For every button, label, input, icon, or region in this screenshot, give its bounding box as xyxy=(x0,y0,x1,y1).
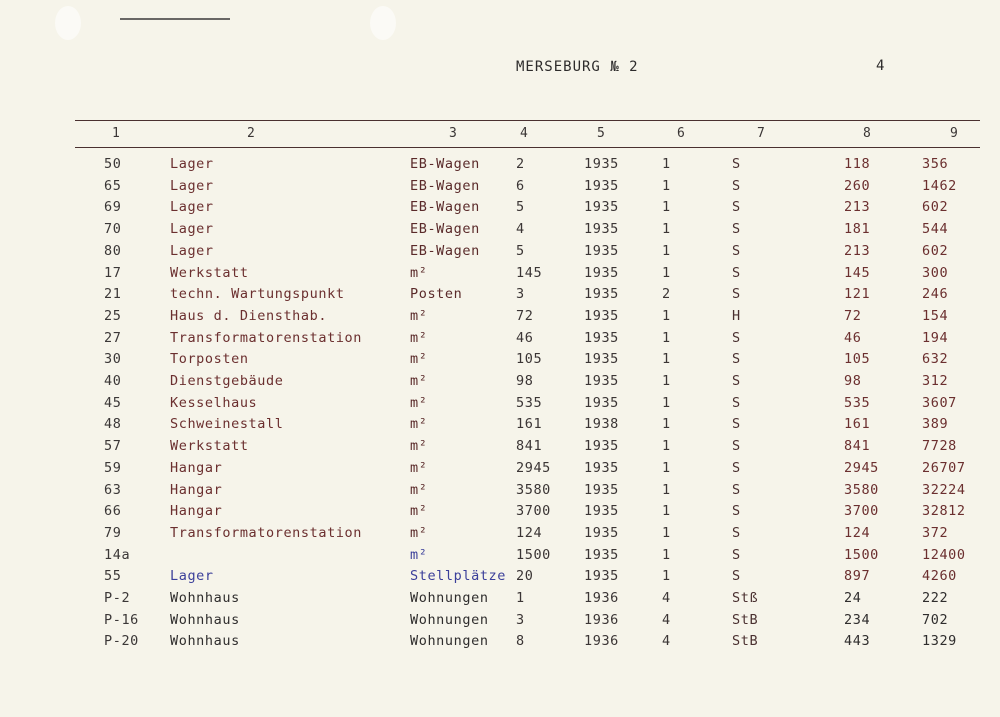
column-6-cell: 1 xyxy=(662,524,671,541)
quantity-cell: 3580 xyxy=(516,481,551,498)
year-cell: 1935 xyxy=(584,221,619,238)
year-cell: 1935 xyxy=(584,177,619,194)
column-7-cell: S xyxy=(732,286,741,303)
column-6-cell: 1 xyxy=(662,546,671,563)
row-number-cell: 65 xyxy=(104,177,122,194)
row-number-cell: 14a xyxy=(104,546,131,563)
row-number-cell: 17 xyxy=(104,264,122,281)
column-8-cell: 443 xyxy=(844,633,871,650)
column-7-cell: S xyxy=(732,199,741,216)
row-number-cell: 80 xyxy=(104,242,122,259)
unit-cell: m² xyxy=(410,438,428,455)
column-8-cell: 72 xyxy=(844,307,862,324)
quantity-cell: 3700 xyxy=(516,503,551,520)
column-8-cell: 118 xyxy=(844,156,871,172)
row-number-cell: 70 xyxy=(104,221,122,238)
building-name-cell: Transformatorenstation xyxy=(170,524,363,541)
row-number-cell: 57 xyxy=(104,438,122,455)
column-8-cell: 124 xyxy=(844,524,871,541)
quantity-cell: 535 xyxy=(516,394,543,411)
row-number-cell: 55 xyxy=(104,568,122,585)
row-number-cell: 40 xyxy=(104,373,122,389)
row-number-cell: 66 xyxy=(104,503,122,520)
unit-cell: m² xyxy=(410,481,428,498)
unit-cell: m² xyxy=(410,459,428,476)
unit-cell: m² xyxy=(410,524,428,541)
quantity-cell: 841 xyxy=(516,438,543,455)
unit-cell: m² xyxy=(410,373,428,389)
table-row xyxy=(0,482,1000,503)
column-9-cell: 32224 xyxy=(922,481,966,498)
table-row xyxy=(0,525,1000,546)
column-8-cell: 46 xyxy=(844,329,862,346)
column-9-cell: 389 xyxy=(922,416,949,433)
column-header: 5 xyxy=(597,126,605,141)
top-rule xyxy=(75,120,980,121)
unit-cell: EB-Wagen xyxy=(410,221,480,238)
table-row xyxy=(0,633,1000,654)
column-6-cell: 1 xyxy=(662,199,671,216)
table-row xyxy=(0,547,1000,568)
quantity-cell: 4 xyxy=(516,221,525,238)
row-number-cell: 25 xyxy=(104,307,122,324)
column-header: 7 xyxy=(757,126,765,141)
year-cell: 1935 xyxy=(584,286,619,303)
column-9-cell: 632 xyxy=(922,351,949,368)
year-cell: 1935 xyxy=(584,307,619,324)
column-9-cell: 7728 xyxy=(922,438,957,455)
column-9-cell: 12400 xyxy=(922,546,966,563)
row-number-cell: 59 xyxy=(104,459,122,476)
column-7-cell: S xyxy=(732,242,741,259)
unit-cell: Wohnungen xyxy=(410,611,489,628)
table-row xyxy=(0,395,1000,416)
column-7-cell: S xyxy=(732,351,741,368)
column-8-cell: 161 xyxy=(844,416,871,433)
column-9-cell: 194 xyxy=(922,329,949,346)
column-7-cell: S xyxy=(732,156,741,172)
column-9-cell: 300 xyxy=(922,264,949,281)
column-6-cell: 4 xyxy=(662,611,671,628)
table-row xyxy=(0,416,1000,437)
column-7-cell: S xyxy=(732,264,741,281)
quantity-cell: 98 xyxy=(516,373,534,389)
column-8-cell: 2945 xyxy=(844,459,879,476)
column-6-cell: 1 xyxy=(662,177,671,194)
column-6-cell: 1 xyxy=(662,221,671,238)
table-row xyxy=(0,243,1000,264)
year-cell: 1935 xyxy=(584,264,619,281)
building-name-cell: Hangar xyxy=(170,481,223,498)
year-cell: 1935 xyxy=(584,199,619,216)
year-cell: 1935 xyxy=(584,242,619,259)
column-8-cell: 98 xyxy=(844,373,862,389)
building-name-cell: techn. Wartungspunkt xyxy=(170,286,345,303)
unit-cell: Stellplätze xyxy=(410,568,507,585)
table-row xyxy=(0,373,1000,394)
unit-cell: m² xyxy=(410,329,428,346)
column-9-cell: 602 xyxy=(922,242,949,259)
quantity-cell: 6 xyxy=(516,177,525,194)
column-7-cell: Stß xyxy=(732,590,759,606)
building-name-cell: Dienstgebäude xyxy=(170,373,284,389)
quantity-cell: 1 xyxy=(516,590,525,606)
building-name-cell: Hangar xyxy=(170,459,223,476)
column-8-cell: 24 xyxy=(844,590,862,606)
column-header: 9 xyxy=(950,126,958,141)
column-7-cell: StB xyxy=(732,611,759,628)
punch-hole xyxy=(370,6,396,40)
year-cell: 1935 xyxy=(584,394,619,411)
column-7-cell: S xyxy=(732,503,741,520)
column-6-cell: 1 xyxy=(662,156,671,172)
row-number-cell: 50 xyxy=(104,156,122,172)
quantity-cell: 105 xyxy=(516,351,543,368)
column-9-cell: 356 xyxy=(922,156,949,172)
column-8-cell: 841 xyxy=(844,438,871,455)
column-7-cell: StB xyxy=(732,633,759,650)
year-cell: 1935 xyxy=(584,524,619,541)
column-9-cell: 26707 xyxy=(922,459,966,476)
unit-cell: m² xyxy=(410,307,428,324)
year-cell: 1935 xyxy=(584,568,619,585)
row-number-cell: P-16 xyxy=(104,611,139,628)
quantity-cell: 124 xyxy=(516,524,543,541)
building-name-cell: Hangar xyxy=(170,503,223,520)
column-8-cell: 897 xyxy=(844,568,871,585)
year-cell: 1936 xyxy=(584,611,619,628)
table-row xyxy=(0,568,1000,589)
row-number-cell: 27 xyxy=(104,329,122,346)
column-7-cell: S xyxy=(732,177,741,194)
row-number-cell: 48 xyxy=(104,416,122,433)
column-7-cell: S xyxy=(732,416,741,433)
column-header: 2 xyxy=(247,126,255,141)
quantity-cell: 5 xyxy=(516,242,525,259)
year-cell: 1935 xyxy=(584,481,619,498)
column-8-cell: 105 xyxy=(844,351,871,368)
year-cell: 1935 xyxy=(584,156,619,172)
row-number-cell: 21 xyxy=(104,286,122,303)
year-cell: 1935 xyxy=(584,329,619,346)
unit-cell: m² xyxy=(410,351,428,368)
column-9-cell: 544 xyxy=(922,221,949,238)
table-row xyxy=(0,156,1000,177)
column-7-cell: S xyxy=(732,568,741,585)
header-rule xyxy=(75,147,980,148)
year-cell: 1938 xyxy=(584,416,619,433)
column-9-cell: 602 xyxy=(922,199,949,216)
unit-cell: m² xyxy=(410,416,428,433)
unit-cell: Posten xyxy=(410,286,463,303)
column-header: 6 xyxy=(677,126,685,141)
year-cell: 1935 xyxy=(584,503,619,520)
column-8-cell: 260 xyxy=(844,177,871,194)
year-cell: 1936 xyxy=(584,590,619,606)
column-9-cell: 222 xyxy=(922,590,949,606)
column-7-cell: S xyxy=(732,524,741,541)
column-8-cell: 145 xyxy=(844,264,871,281)
quantity-cell: 46 xyxy=(516,329,534,346)
unit-cell: m² xyxy=(410,503,428,520)
ink-smudge xyxy=(120,18,230,20)
building-name-cell: Lager xyxy=(170,221,214,238)
year-cell: 1935 xyxy=(584,373,619,389)
quantity-cell: 3 xyxy=(516,611,525,628)
document-title: MERSEBURG № 2 xyxy=(516,59,639,75)
building-name-cell: Lager xyxy=(170,199,214,216)
column-8-cell: 3580 xyxy=(844,481,879,498)
table-row xyxy=(0,330,1000,351)
table-row xyxy=(0,351,1000,372)
row-number-cell: 69 xyxy=(104,199,122,216)
building-name-cell: Transformatorenstation xyxy=(170,329,363,346)
building-name-cell: Torposten xyxy=(170,351,249,368)
column-6-cell: 1 xyxy=(662,307,671,324)
column-6-cell: 1 xyxy=(662,242,671,259)
year-cell: 1935 xyxy=(584,546,619,563)
unit-cell: EB-Wagen xyxy=(410,156,480,172)
column-7-cell: S xyxy=(732,394,741,411)
table-row xyxy=(0,612,1000,633)
column-6-cell: 4 xyxy=(662,633,671,650)
column-6-cell: 1 xyxy=(662,351,671,368)
column-8-cell: 213 xyxy=(844,242,871,259)
column-6-cell: 1 xyxy=(662,394,671,411)
table-row xyxy=(0,590,1000,611)
table-row xyxy=(0,460,1000,481)
column-6-cell: 1 xyxy=(662,459,671,476)
building-name-cell: Lager xyxy=(170,156,214,172)
unit-cell: m² xyxy=(410,394,428,411)
column-9-cell: 246 xyxy=(922,286,949,303)
quantity-cell: 161 xyxy=(516,416,543,433)
building-name-cell: Werkstatt xyxy=(170,264,249,281)
unit-cell: Wohnungen xyxy=(410,590,489,606)
column-7-cell: S xyxy=(732,481,741,498)
building-name-cell: Wohnhaus xyxy=(170,611,240,628)
column-header: 1 xyxy=(112,126,120,141)
table-row xyxy=(0,221,1000,242)
quantity-cell: 1500 xyxy=(516,546,551,563)
column-8-cell: 234 xyxy=(844,611,871,628)
column-9-cell: 1462 xyxy=(922,177,957,194)
building-name-cell: Wohnhaus xyxy=(170,633,240,650)
building-name-cell: Kesselhaus xyxy=(170,394,258,411)
punch-hole xyxy=(55,6,81,40)
building-name-cell: Lager xyxy=(170,242,214,259)
column-6-cell: 1 xyxy=(662,329,671,346)
column-9-cell: 372 xyxy=(922,524,949,541)
column-7-cell: H xyxy=(732,307,741,324)
table-row xyxy=(0,199,1000,220)
column-9-cell: 1329 xyxy=(922,633,957,650)
quantity-cell: 3 xyxy=(516,286,525,303)
quantity-cell: 2945 xyxy=(516,459,551,476)
column-8-cell: 121 xyxy=(844,286,871,303)
table-row xyxy=(0,503,1000,524)
column-7-cell: S xyxy=(732,221,741,238)
column-6-cell: 1 xyxy=(662,416,671,433)
table-row xyxy=(0,438,1000,459)
column-6-cell: 1 xyxy=(662,481,671,498)
unit-cell: m² xyxy=(410,264,428,281)
quantity-cell: 8 xyxy=(516,633,525,650)
page-number: 4 xyxy=(876,58,885,74)
quantity-cell: 2 xyxy=(516,156,525,172)
building-name-cell: Schweinestall xyxy=(170,416,284,433)
row-number-cell: P-2 xyxy=(104,590,131,606)
building-name-cell: Wohnhaus xyxy=(170,590,240,606)
year-cell: 1935 xyxy=(584,351,619,368)
column-7-cell: S xyxy=(732,546,741,563)
building-name-cell: Werkstatt xyxy=(170,438,249,455)
building-name-cell: Lager xyxy=(170,568,214,585)
row-number-cell: 45 xyxy=(104,394,122,411)
table-row xyxy=(0,286,1000,307)
column-9-cell: 312 xyxy=(922,373,949,389)
column-header: 3 xyxy=(449,126,457,141)
column-6-cell: 4 xyxy=(662,590,671,606)
column-header: 4 xyxy=(520,126,528,141)
column-6-cell: 1 xyxy=(662,503,671,520)
column-9-cell: 3607 xyxy=(922,394,957,411)
column-8-cell: 181 xyxy=(844,221,871,238)
row-number-cell: 30 xyxy=(104,351,122,368)
row-number-cell: P-20 xyxy=(104,633,139,650)
unit-cell: EB-Wagen xyxy=(410,177,480,194)
quantity-cell: 145 xyxy=(516,264,543,281)
year-cell: 1936 xyxy=(584,633,619,650)
year-cell: 1935 xyxy=(584,459,619,476)
column-7-cell: S xyxy=(732,438,741,455)
column-9-cell: 702 xyxy=(922,611,949,628)
table-row xyxy=(0,178,1000,199)
column-6-cell: 1 xyxy=(662,438,671,455)
column-6-cell: 1 xyxy=(662,568,671,585)
unit-cell: m² xyxy=(410,546,428,563)
column-6-cell: 2 xyxy=(662,286,671,303)
column-6-cell: 1 xyxy=(662,264,671,281)
column-9-cell: 154 xyxy=(922,307,949,324)
column-8-cell: 213 xyxy=(844,199,871,216)
row-number-cell: 63 xyxy=(104,481,122,498)
column-header: 8 xyxy=(863,126,871,141)
year-cell: 1935 xyxy=(584,438,619,455)
column-8-cell: 535 xyxy=(844,394,871,411)
unit-cell: EB-Wagen xyxy=(410,199,480,216)
unit-cell: EB-Wagen xyxy=(410,242,480,259)
column-9-cell: 32812 xyxy=(922,503,966,520)
column-7-cell: S xyxy=(732,329,741,346)
quantity-cell: 20 xyxy=(516,568,534,585)
column-7-cell: S xyxy=(732,459,741,476)
building-name-cell: Haus d. Diensthab. xyxy=(170,307,328,324)
column-8-cell: 3700 xyxy=(844,503,879,520)
column-6-cell: 1 xyxy=(662,373,671,389)
building-name-cell: Lager xyxy=(170,177,214,194)
unit-cell: Wohnungen xyxy=(410,633,489,650)
quantity-cell: 72 xyxy=(516,307,534,324)
table-row xyxy=(0,265,1000,286)
quantity-cell: 5 xyxy=(516,199,525,216)
column-8-cell: 1500 xyxy=(844,546,879,563)
table-row xyxy=(0,308,1000,329)
column-7-cell: S xyxy=(732,373,741,389)
column-9-cell: 4260 xyxy=(922,568,957,585)
row-number-cell: 79 xyxy=(104,524,122,541)
